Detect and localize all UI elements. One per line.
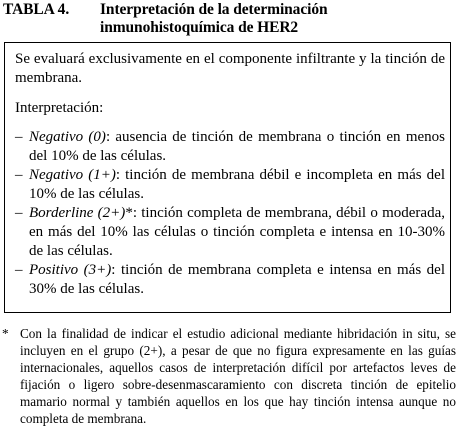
dash-bullet: – [15, 262, 23, 278]
intro-text: Se evaluará exclusivamente en el componente infiltrante y la tinción de membrana. [15, 51, 445, 86]
category-description: : tinción de membrana completa e intensa en más del 30% de las células. [29, 262, 445, 297]
table-title [3, 1, 328, 37]
table-title-line-1 [3, 1, 328, 19]
footnote-marker: * [2, 326, 9, 341]
list-item-negativo-1 [15, 166, 445, 204]
footnote-text: Con la finalidad de indicar el estudio adicional mediante hibridación in situ, se incluyen en el grupo (2+), a pesar de que no figura expresamente en las guías internacionales, aquellos casos de interpretación difícil por artefactos leves de fijación o ligero sobre-desenmascaramiento con discreta tinción de epitelio mamario normal y también aquellos en los que hay tinción intensa aunque no completa de membrana. [20, 326, 456, 426]
category-description: : tinción completa de membrana, débil o moderada, en más del 10% las células o tinción completa e intensa en 10-30% de las células. [29, 205, 445, 259]
category-label: Negativo (0) [29, 129, 106, 145]
table-label: TABLA 4. [3, 1, 70, 18]
table-title-line-2: inmunohistoquímica de HER2 [100, 19, 299, 36]
category-description: : tinción de membrana débil e incompleta en más del 10% de las células. [29, 167, 445, 202]
list-item-negativo-0 [15, 128, 445, 166]
interpretation-label: Interpretación: [15, 100, 104, 116]
dash-bullet: – [15, 167, 23, 183]
category-label: Negativo (1+) [29, 167, 116, 183]
category-label: Positivo (3+) [29, 262, 112, 278]
table-box-content [15, 50, 445, 299]
dash-bullet: – [15, 205, 23, 221]
category-label: Borderline (2+) [29, 205, 126, 221]
category-description: : ausencia de tinción de membrana o tinción en menos del 10% de las células. [29, 129, 446, 164]
table-box [4, 42, 451, 313]
dash-bullet: – [15, 129, 23, 145]
footnote-marker: * [125, 205, 133, 221]
list-item-borderline-2 [15, 204, 445, 261]
table-title-text-1: Interpretación de la determinación [100, 1, 328, 18]
footnote [2, 325, 456, 427]
list-item-positivo-3 [15, 261, 445, 299]
